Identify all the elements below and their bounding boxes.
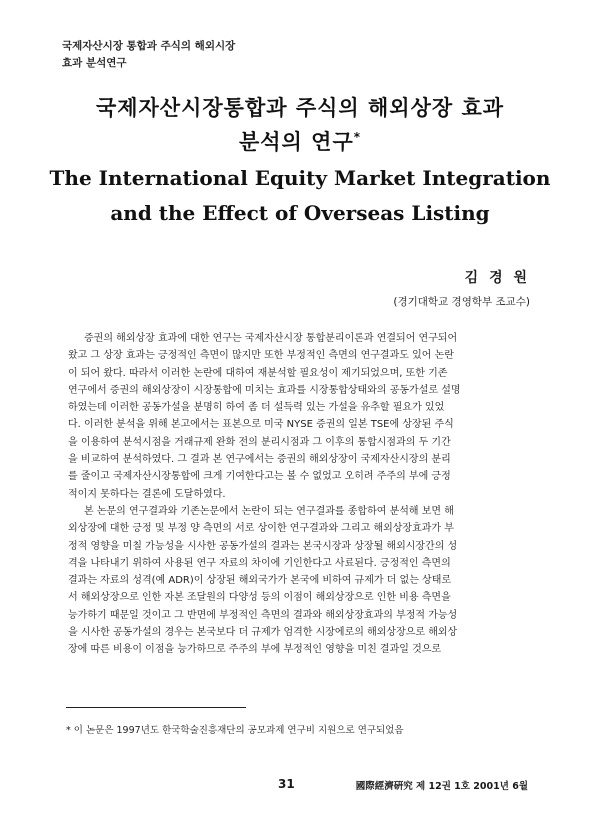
abstract-line: 을 시사한 공동가설의 경우는 본국보다 더 규제가 엄격한 시장에로의 해외상장으로 해외상 [68,627,458,639]
abstract-line: 연구에서 증권의 해외상장이 시장통합에 미치는 효과를 시장통합상태와의 공동가설로 설명 [68,384,461,396]
abstract-line: 능가하기 때문일 것이고 그 반면에 부정적인 측면의 결과와 해외상장효과의 부정적 가능성 [68,609,458,621]
abstract-line: 격을 나타내기 위하여 사용된 연구 자료의 차이에 기인한다고 사료된다. 긍정적인 측면의 [68,557,451,569]
korean-title-line-1: 국제자산시장통합과 주식의 해외상장 효과 [95,96,505,120]
footnote: * 이 논문은 1997년도 한국학술진흥재단의 공모과제 연구비 지원으로 연구되었음 [66,725,404,736]
abstract-line: 본 논문의 연구결과와 기존논문에서 논란이 되는 연구결과를 종합하여 분석해 보면 해 [84,505,454,517]
abstract-line: 외상장에 대한 긍정 및 부정 양 측면의 서로 상이한 연구결과와 그리고 해외상장효과가 부 [68,523,454,535]
running-head [62,38,235,72]
english-title-line-2: and the Effect of Overseas Listing [110,201,490,225]
abstract-line: 이 되어 왔다. 따라서 이러한 논란에 대하여 재분석할 필요성이 제기되었으며, 또한 기존 [68,367,448,379]
abstract-paragraph-1 [68,330,526,503]
running-head-line: 효과 분석연구 [62,57,127,69]
abstract-line: 장에 따른 비용이 이점을 능가하므로 주주의 부에 부정적인 영향을 미친 결과일 것으로 [68,644,442,656]
korean-title-text: 분석의 연구 [238,130,354,154]
korean-title-line-2 [0,126,600,156]
abstract-line: 왔고 그 상장 효과는 긍정적인 측면이 많지만 또한 부정적인 측면의 연구결과도 있어 논란 [68,350,454,362]
abstract [68,330,526,659]
abstract-line: 서 해외상장으로 인한 자본 조달원의 다양성 등의 이점이 해외상장으로 인한 비용 측면을 [68,592,451,604]
abstract-line: 정적 영향을 미칠 가능성을 시사한 공동가설의 결과는 본국시장과 상장될 해외시장간의 성 [68,540,458,552]
author-name: 김 경 원 [464,270,530,286]
abstract-line: 다. 이러한 분석을 위해 본고에서는 표본으로 미국 NYSE 증권의 일본 TSE에 상장된 주식 [68,419,454,431]
page-number: 31 [278,777,295,791]
abstract-line: 을 비교하여 분석하였다. 그 결과 본 연구에서는 증권의 해외상장이 국제자산시장의 분리 [68,454,451,466]
abstract-line: 을 이용하여 분석시점을 거래규제 완화 전의 분리시점과 그 이후의 통합시점과의 두 기간 [68,436,451,448]
title-footnote-mark: * [353,130,362,144]
author-affiliation: (경기대학교 경영학부 조교수) [393,296,530,308]
running-head-line: 국제자산시장 통합과 주식의 해외시장 [62,40,236,52]
abstract-line: 결과는 자료의 성격(예 ADR)이 상장된 해외국가가 본국에 비하여 규제가 더 없는 상태로 [68,575,452,587]
footnote-divider [66,707,246,708]
abstract-line: 를 줄이고 국제자산시장통합에 크게 기여한다고는 볼 수 없었고 오히려 주주의 부에 긍정 [68,471,451,483]
abstract-paragraph-2 [68,503,526,659]
abstract-line: 하였는데 이러한 공동가설을 분명히 하여 좀 더 설득력 있는 가설을 유추할 필요가 있었 [68,402,445,414]
abstract-line: 증권의 해외상장 효과에 대한 연구는 국제자산시장 통합분리이론과 연결되어 연구되어 [84,333,458,344]
abstract-line: 적이지 못하다는 결론에 도달하였다. [68,488,226,500]
english-title-line-1: The International Equity Market Integration [49,166,551,190]
journal-reference: 國際經濟硏究 제 12권 1호 2001년 6월 [355,781,528,792]
